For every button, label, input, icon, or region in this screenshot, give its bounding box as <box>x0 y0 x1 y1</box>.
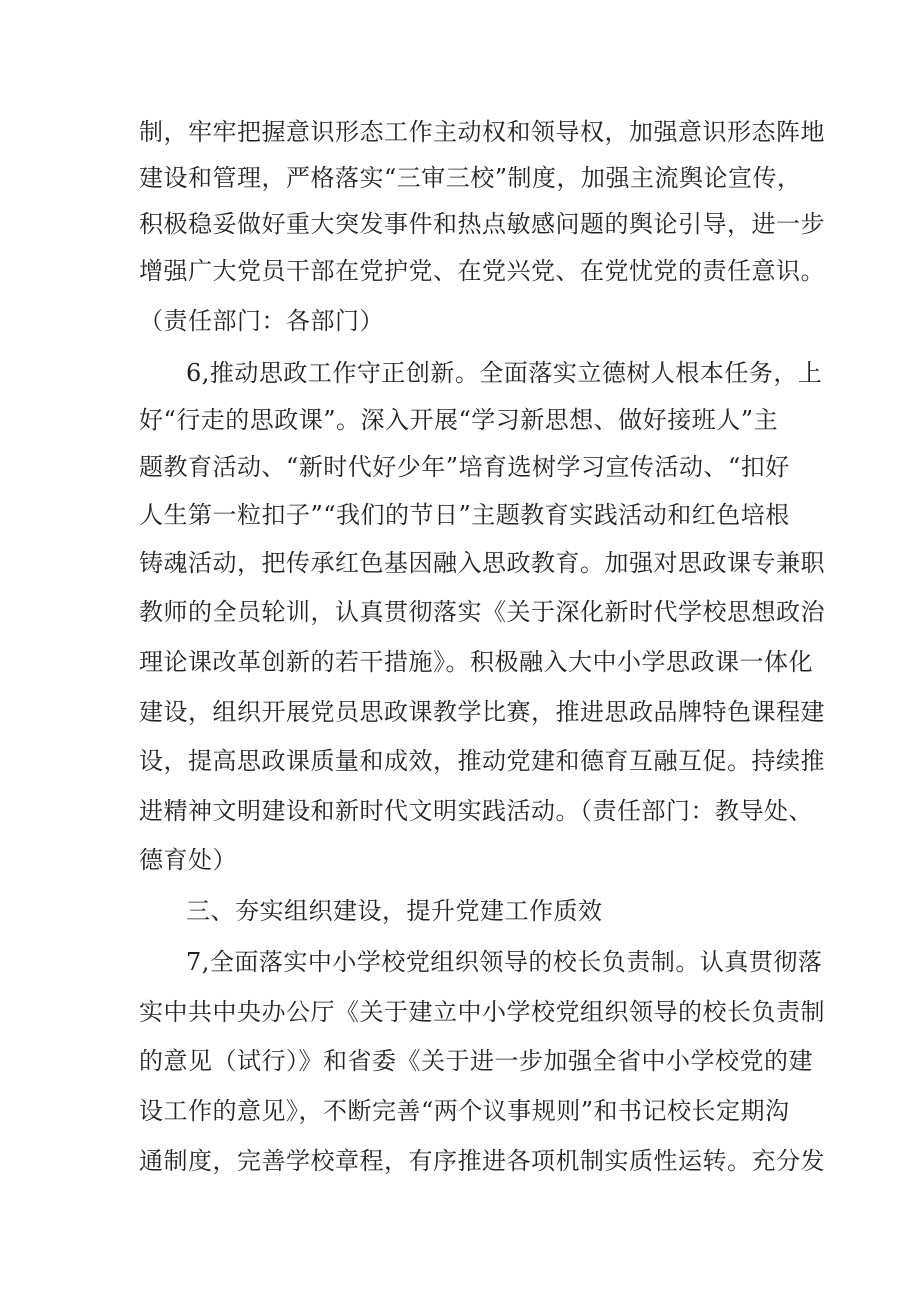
text-line: 题教育活动、“新时代好少年”培育选树学习宣传活动、“扣好 <box>139 453 790 481</box>
text-line: 铸魂活动，把传承红色基因融入思政教育。加强对思政课专兼职 <box>139 549 825 577</box>
text-line: 建设，组织开展党员思政课教学比赛，推进思政品牌特色课程建 <box>139 698 825 726</box>
text-line: 的意见（试行）》和省委《关于进一步加强全省中小学校党的建 <box>139 1047 813 1075</box>
text-line: 积极稳妥做好重大突发事件和热点敏感问题的舆论引导，进一步 <box>139 210 825 238</box>
text-line: 理论课改革创新的若干措施》。积极融入大中小学思政课一体化 <box>139 648 813 676</box>
section-heading: 三、夯实组织建设，提升党建工作质效 <box>186 897 603 925</box>
text-line: 设工作的意见》，不断完善“两个议事规则”和书记校长定期沟 <box>139 1097 790 1125</box>
text-line: 通制度，完善学校章程，有序推进各项机制实质性运转。充分发 <box>139 1147 825 1175</box>
text-line: 人生第一粒扣子”“我们的节日”主题教育实践活动和红色培根 <box>139 501 790 529</box>
text-line: （责任部门：各部门） <box>139 307 384 335</box>
text-line: 好“行走的思政课”。深入开展“学习新思想、做好接班人”主 <box>139 406 779 434</box>
text-line: 设，提高思政课质量和成效，推动党建和德育互融互促。持续推 <box>139 747 825 775</box>
text-line: 增强广大党员干部在党护党、在党兴党、在党忧党的责任意识。 <box>139 257 825 285</box>
text-line: 实中共中央办公厅《关于建立中小学校党组织领导的校长负责制 <box>139 998 825 1026</box>
text-line: 德育处） <box>139 846 237 874</box>
text-line: 制，牢牢把握意识形态工作主动权和领导权，加强意识形态阵地 <box>139 118 825 146</box>
text-line: 进精神文明建设和新时代文明实践活动。（责任部门：教导处、 <box>139 797 813 825</box>
text-line: 7,全面落实中小学校党组织领导的校长负责制。认真贯彻落 <box>186 948 823 976</box>
text-line: 教师的全员轮训，认真贯彻落实《关于深化新时代学校思想政治 <box>139 598 825 626</box>
text-line: 建设和管理，严格落实“三审三校”制度，加强主流舆论宣传， <box>139 164 802 192</box>
text-line: 6,推动思政工作守正创新。全面落实立德树人根本任务，上 <box>186 359 823 387</box>
